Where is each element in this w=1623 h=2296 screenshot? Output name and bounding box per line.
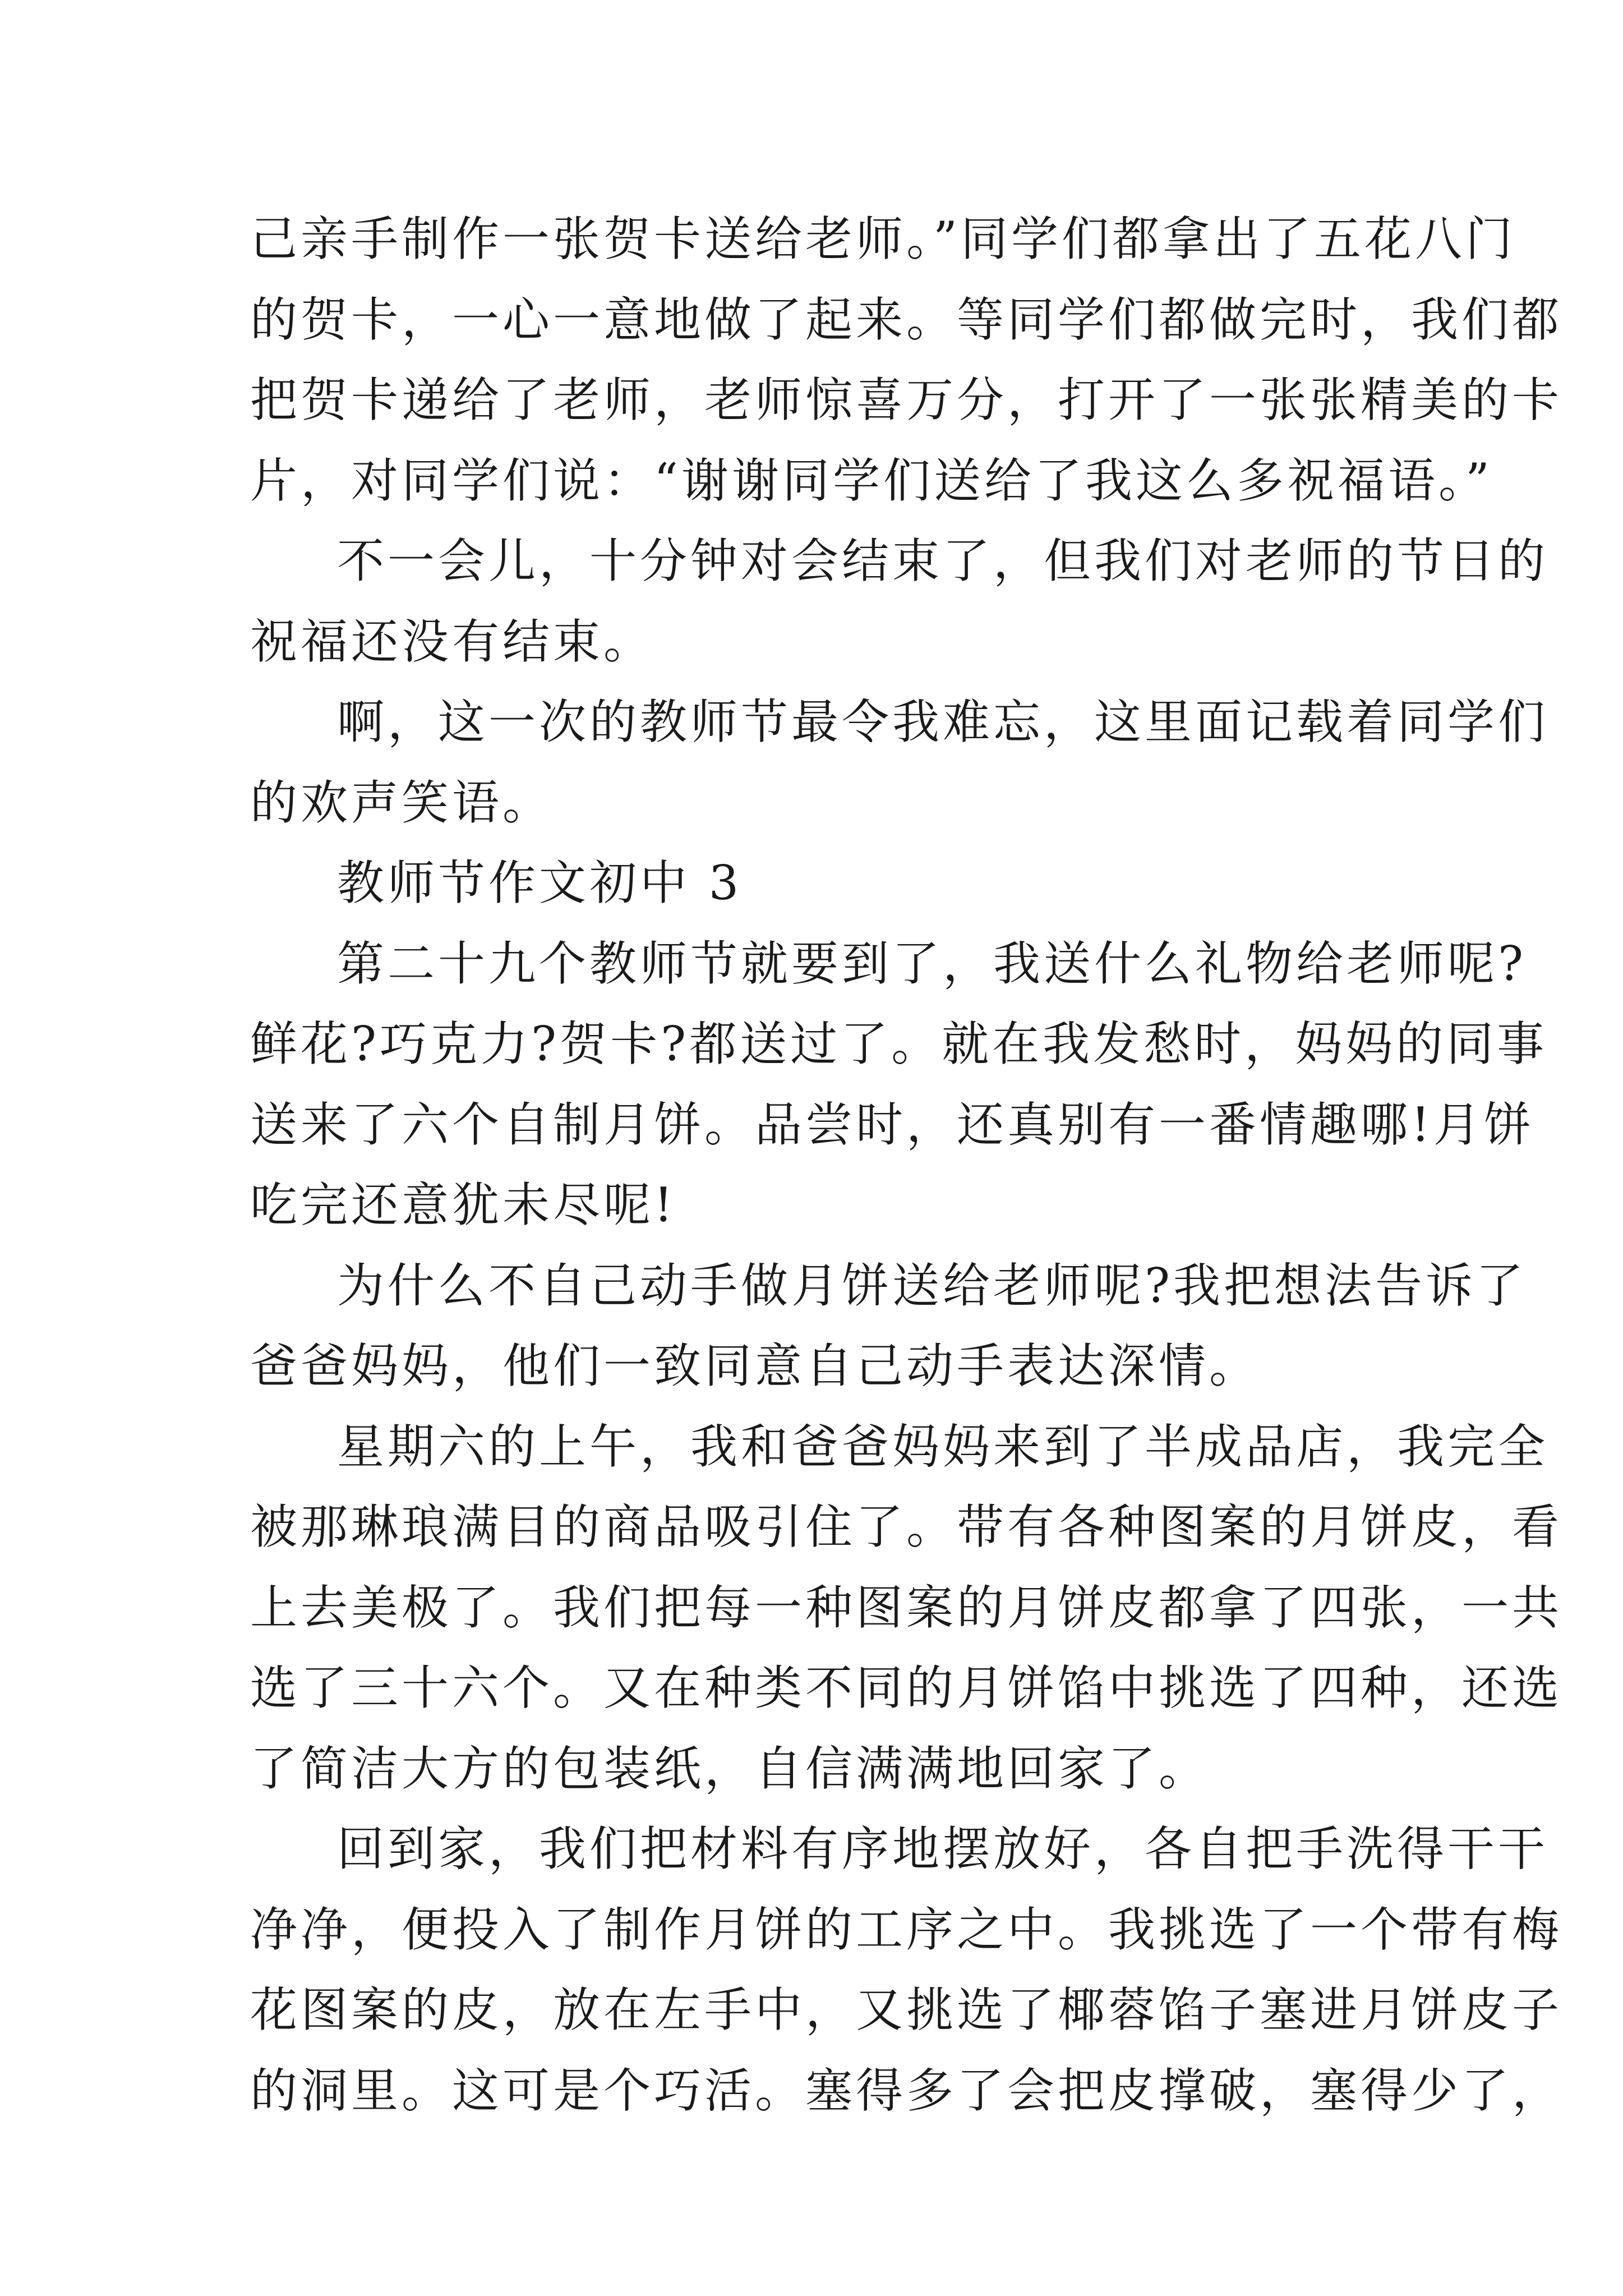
essay-text (250, 199, 1563, 2131)
text-line: 了简洁大方的包装纸，自信满满地回家了。 (250, 1741, 1210, 1796)
text-line: 的欢声笑语。 (250, 775, 554, 830)
text-line: 送来了六个自制月饼。品尝时，还真别有一番情趣哪!月饼 (250, 1097, 1534, 1152)
paragraph-first-line: 啊，这一次的教师节最令我难忘，这里面记载着同学们 (337, 694, 1549, 749)
text-line: 把贺卡递给了老师，老师惊喜万分，打开了一张张精美的卡 (250, 372, 1563, 427)
paragraph-first-line: 教师节作文初中 3 (337, 855, 743, 910)
paragraph-first-line: 不一会儿，十分钟对会结束了，但我们对老师的节日的 (337, 533, 1549, 588)
paragraph-first-line: 第二十九个教师节就要到了，我送什么礼物给老师呢? (337, 936, 1527, 991)
text-line: 吃完还意犹未尽呢! (250, 1177, 676, 1232)
paragraph-first-line: 星期六的上午，我和爸爸妈妈来到了半成品店，我完全 (337, 1419, 1549, 1474)
text-line: 己亲手制作一张贺卡送给老师。”同学们都拿出了五花八门 (250, 211, 1516, 266)
paragraph-first-line: 为什么不自己动手做月饼送给老师呢?我把想法告诉了 (337, 1258, 1527, 1313)
paragraph-first-line: 回到家，我们把材料有序地摆放好，各自把手洗得干干 (337, 1821, 1549, 1876)
text-line: 祝福还没有结束。 (250, 614, 654, 669)
text-line: 的贺卡，一心一意地做了起来。等同学们都做完时，我们都 (250, 292, 1563, 347)
text-line: 鲜花?巧克力?贺卡?都送过了。就在我发愁时，妈妈的同事 (250, 1016, 1548, 1071)
text-line: 花图案的皮，放在左手中，又挑选了椰蓉馅子塞进月饼皮子 (250, 1982, 1563, 2037)
text-line: 的洞里。这可是个巧活。塞得多了会把皮撑破，塞得少了， (250, 2063, 1563, 2118)
text-line: 爸爸妈妈，他们一致同意自己动手表达深情。 (250, 1338, 1260, 1393)
text-line: 净净，便投入了制作月饼的工序之中。我挑选了一个带有梅 (250, 1902, 1563, 1957)
text-line: 选了三十六个。又在种类不同的月饼馅中挑选了四种，还选 (250, 1660, 1563, 1715)
text-line: 片，对同学们说：“谢谢同学们送给了我这么多祝福语。” (250, 453, 1493, 508)
text-line: 被那琳琅满目的商品吸引住了。带有各种图案的月饼皮，看 (250, 1499, 1563, 1554)
text-line: 上去美极了。我们把每一种图案的月饼皮都拿了四张，一共 (250, 1580, 1563, 1635)
